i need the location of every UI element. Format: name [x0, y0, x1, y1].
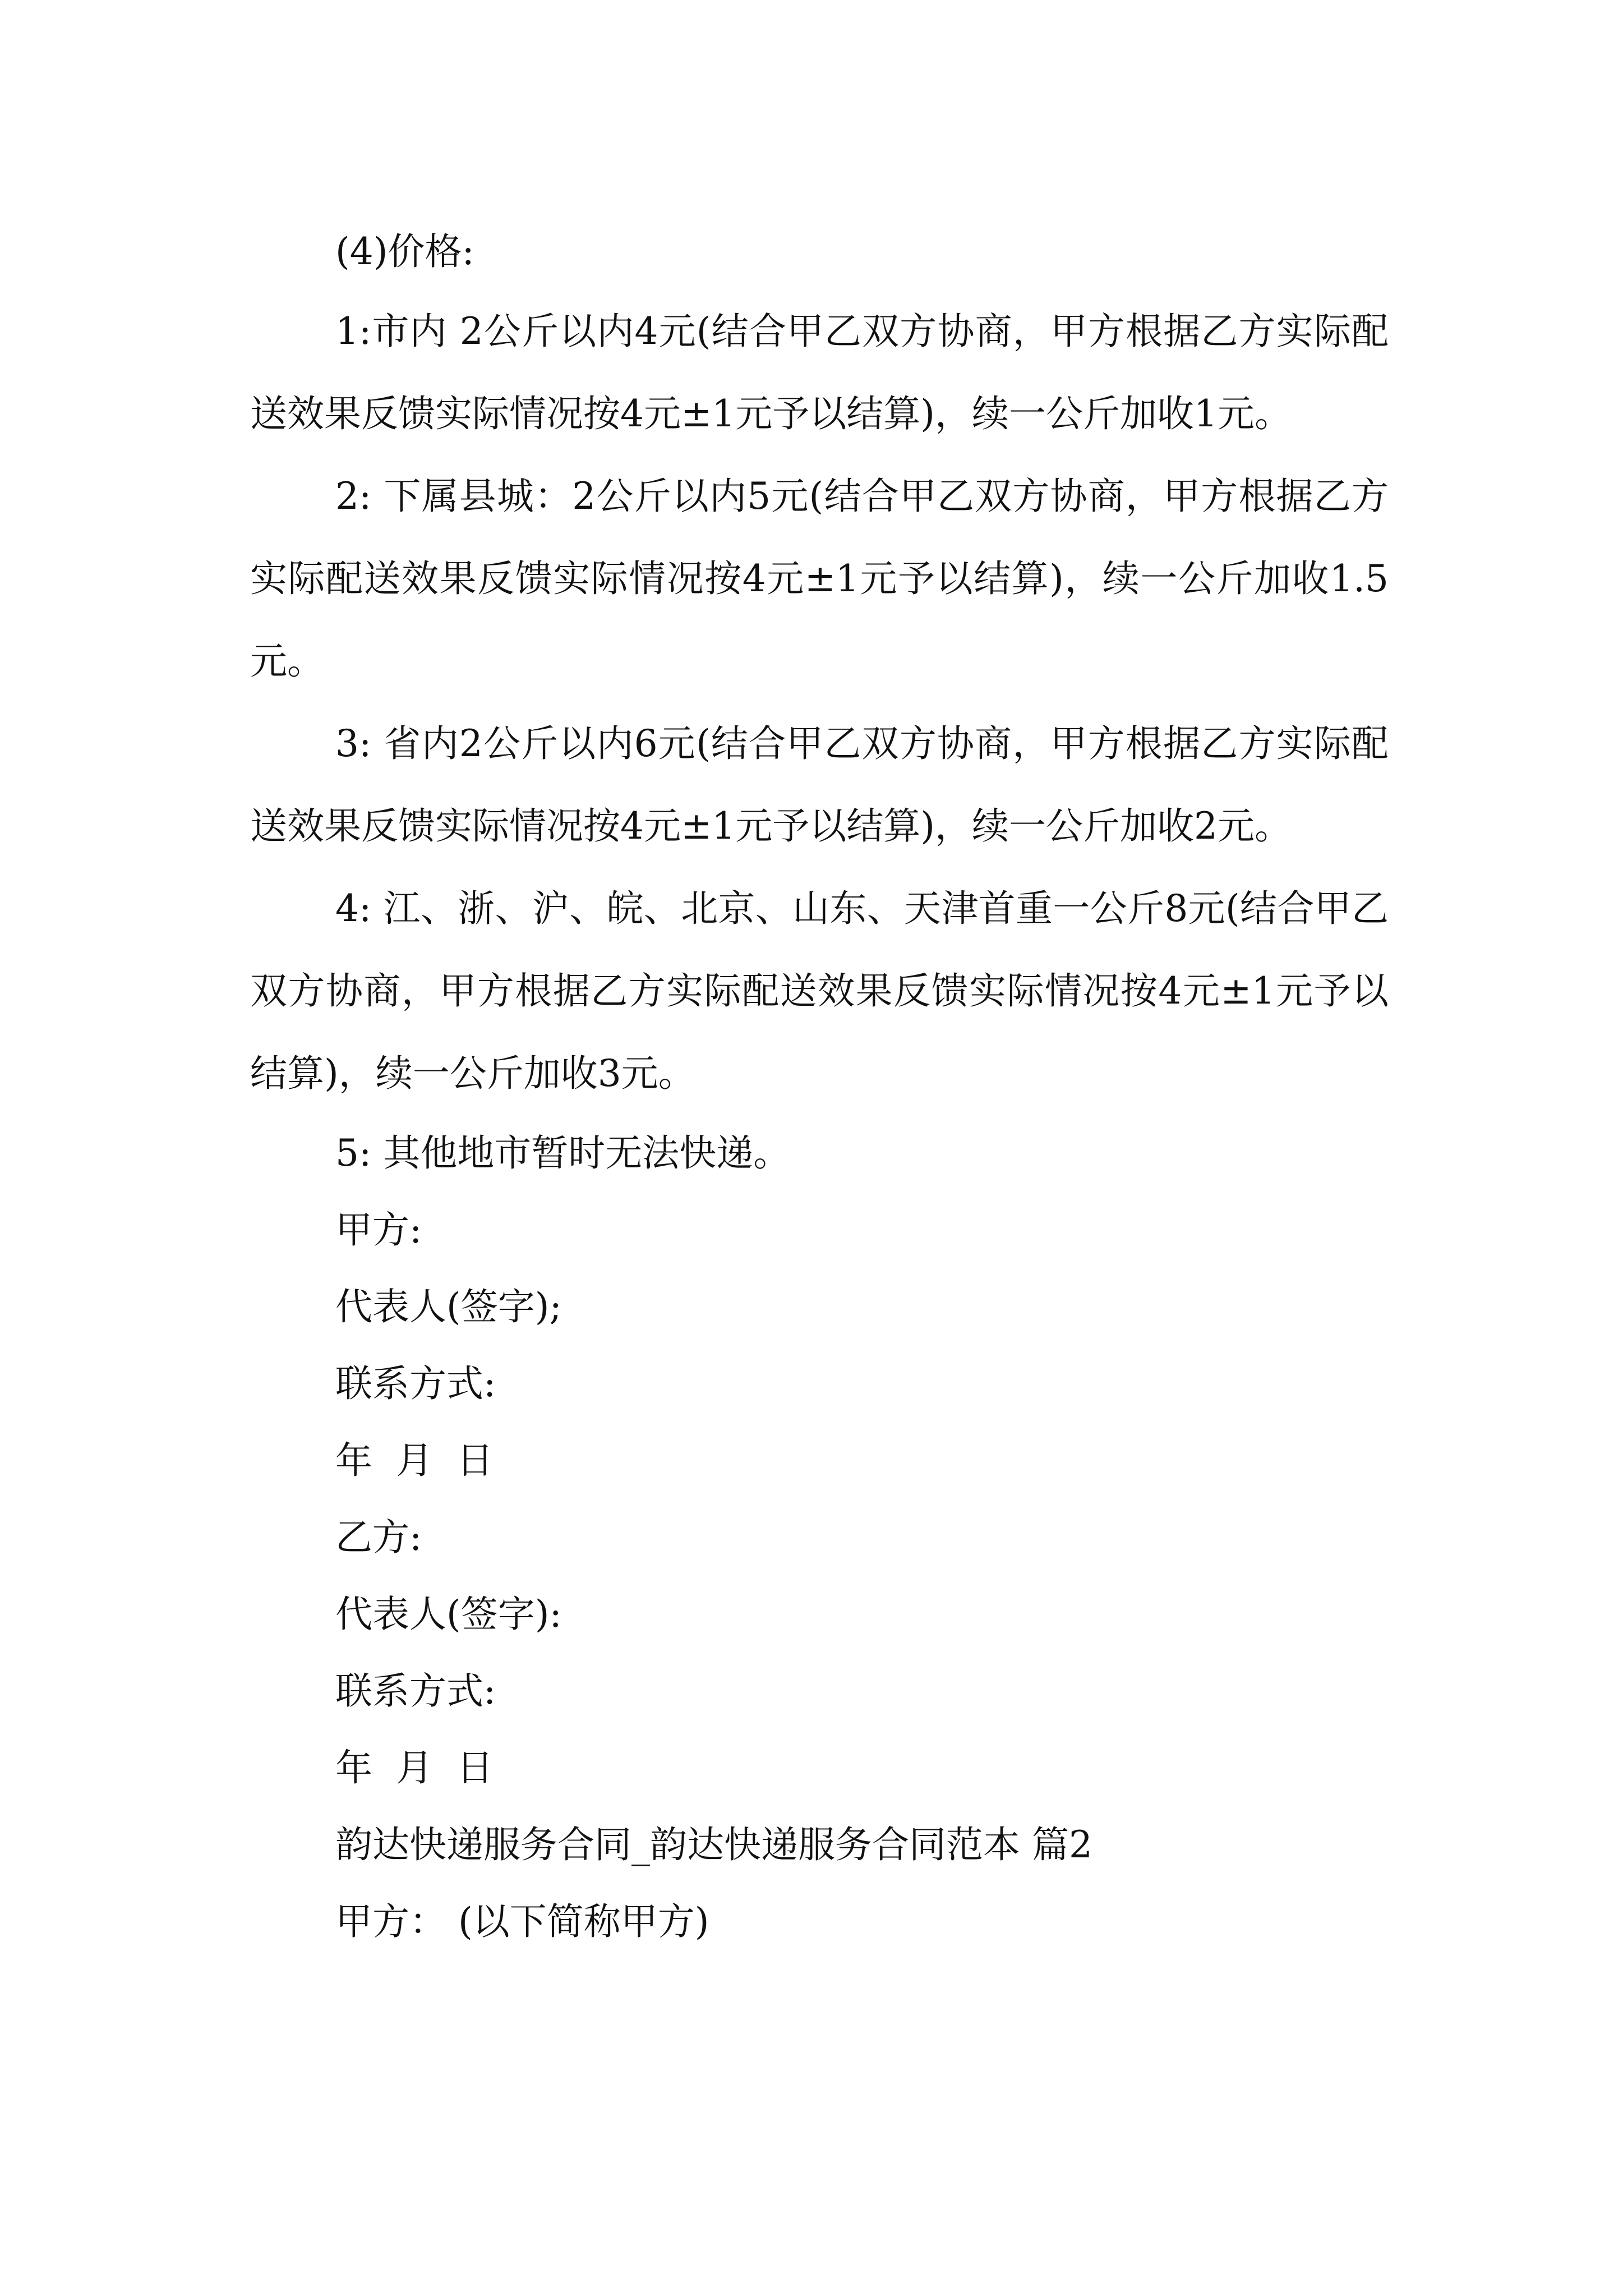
price-item-5: 5: 其他地市暂时无法快递。 [335, 1131, 791, 1175]
party-a-representative: 代表人(签字); [335, 1285, 562, 1328]
price-item-2: 2: 下属县城：2公斤以内5元(结合甲乙双方协商，甲方根据乙方实际配送效果反馈实际情况按4元±1元予以结算)，续一公斤加收1.5元。 [250, 475, 1389, 683]
party-a-date: 年 月 日 [335, 1439, 494, 1482]
party-b-contact: 联系方式: [335, 1669, 496, 1713]
document-body [250, 213, 1389, 1960]
party-a-label: 甲方: [335, 1208, 422, 1251]
price-item-1: 1:市内 2公斤以内4元(结合甲乙双方协商，甲方根据乙方实际配送效果反馈实际情况按4元±1元予以结算)，续一公斤加收1元。 [250, 310, 1389, 435]
party-b-representative: 代表人(签字): [335, 1593, 562, 1636]
price-item-3: 3: 省内2公斤以内6元(结合甲乙双方协商，甲方根据乙方实际配送效果反馈实际情况按4元±1元予以结算)，续一公斤加收2元。 [250, 722, 1389, 848]
party-b-date: 年 月 日 [335, 1746, 494, 1789]
price-item-4: 4: 江、浙、沪、皖、北京、山东、天津首重一公斤8元(结合甲乙双方协商，甲方根据乙方实际配送效果反馈实际情况按4元±1元予以结算)，续一公斤加收3元。 [250, 887, 1389, 1095]
section-title: 韵达快递服务合同_韵达快递服务合同范本 篇2 [335, 1823, 1092, 1866]
party-b-label: 乙方: [335, 1516, 422, 1559]
party-a-contact: 联系方式: [335, 1362, 496, 1405]
price-heading: (4)价格: [335, 230, 474, 273]
party-a-intro: 甲方： (以下简称甲方) [335, 1900, 709, 1943]
